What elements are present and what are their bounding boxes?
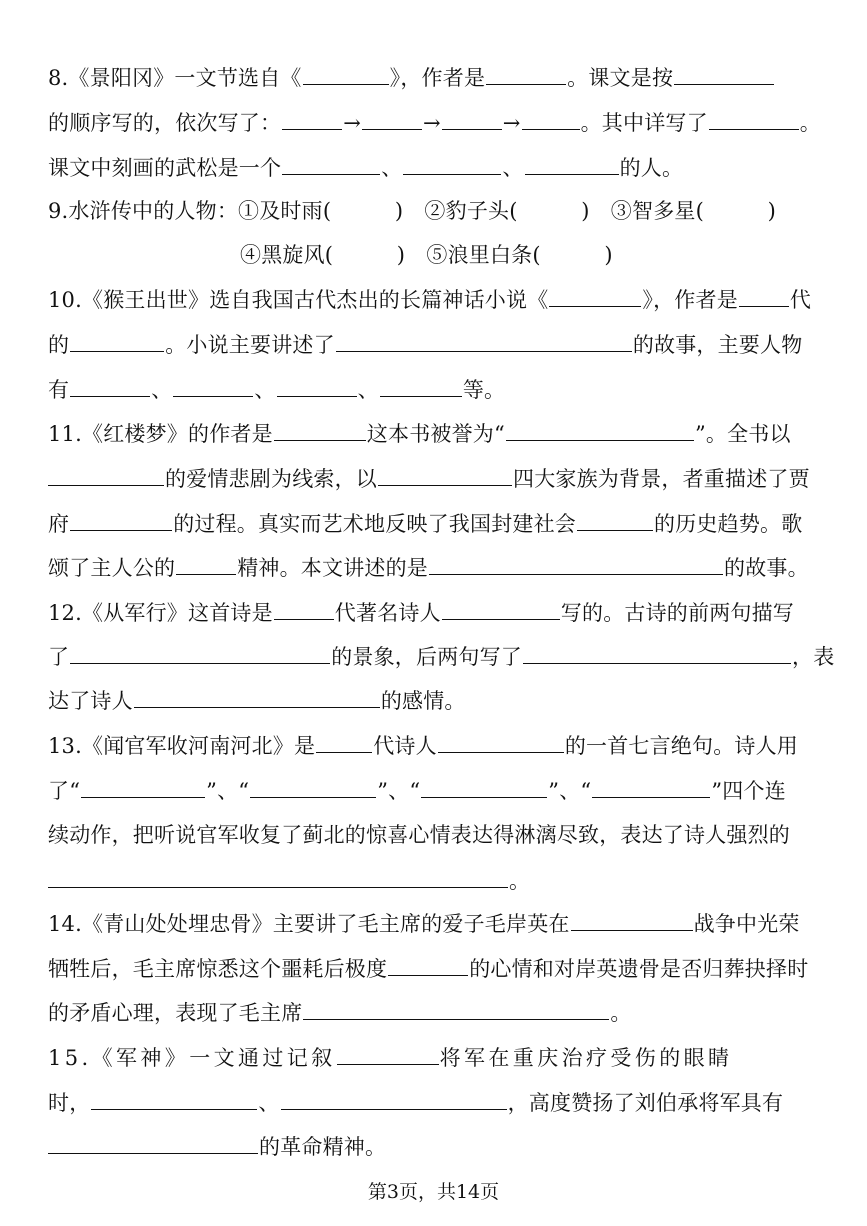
q13-text: 续动作，把听说官军收复了蓟北的惊喜心情表达得淋漓尽致，表达了诗人强烈的 [48, 823, 790, 847]
q13-text: ”、“ [548, 779, 592, 803]
q13-text: 。 [509, 869, 531, 893]
q13-text: ”、“ [206, 779, 250, 803]
q8-blank-detail[interactable] [709, 107, 799, 130]
q12-text: 代著名诗人 [334, 601, 441, 625]
q11-text: 的爱情悲剧为线索，以 [165, 467, 377, 491]
q8-blank-event-2[interactable] [362, 107, 422, 130]
q9-text: 9.水浒传中的人物：①及时雨( ) ②豹子头( ) ③智多星( ) [48, 199, 776, 223]
q11-line-3 [48, 508, 802, 539]
q11-line-1 [48, 418, 791, 449]
q13-text: 13.《闻官军收河南河北》是 [48, 734, 316, 758]
q11-text: 11.《红楼梦》的作者是 [48, 422, 273, 446]
q8-text: 、 [381, 156, 403, 180]
q11-blank-author[interactable] [274, 418, 366, 441]
q8-blank-event-4[interactable] [522, 107, 580, 130]
q10-text: 等。 [462, 378, 506, 402]
q12-blank-scene[interactable] [70, 641, 330, 664]
q13-text: ”、“ [377, 779, 421, 803]
q11-text: 颂了主人公的 [48, 556, 176, 580]
q8-blank-event-1[interactable] [282, 107, 342, 130]
q15-blank-event-2[interactable] [281, 1087, 507, 1110]
q13-text: 了“ [48, 779, 81, 803]
q8-blank-event-3[interactable] [442, 107, 502, 130]
q10-line-1 [48, 284, 811, 315]
q10-line-3 [48, 374, 505, 405]
q8-text: 》，作者是 [389, 66, 486, 90]
q12-text: 的感情。 [380, 689, 466, 713]
q14-line-1 [48, 908, 800, 939]
q14-blank-war[interactable] [571, 908, 693, 931]
q12-text: 的景象，后两句写了 [331, 645, 523, 669]
q9-line-1 [48, 196, 776, 226]
q8-text: 。其中详写了 [580, 111, 708, 135]
q10-text: 代 [789, 288, 812, 312]
q8-blank-book[interactable] [303, 62, 389, 85]
q13-line-3 [48, 820, 790, 850]
q10-blank-author[interactable] [70, 329, 164, 352]
q14-text: 牺牲后，毛主席惊悉这个噩耗后极度 [48, 957, 388, 981]
q10-blank-dynasty[interactable] [739, 284, 789, 307]
q13-blank-emotion[interactable] [48, 865, 508, 888]
q13-line-2 [48, 775, 786, 806]
q10-text: 、 [357, 378, 379, 402]
q13-blank-dynasty[interactable] [316, 730, 372, 753]
q11-blank-trend[interactable] [577, 508, 653, 531]
q14-line-2 [48, 953, 808, 984]
q10-blank-char-4[interactable] [380, 374, 462, 397]
q12-text: 写的。古诗的前两句描写 [560, 601, 794, 625]
q15-line-1 [48, 1042, 732, 1073]
q12-line-3 [48, 685, 466, 716]
q13-blank-poet[interactable] [438, 730, 564, 753]
q14-blank-quality[interactable] [303, 997, 609, 1020]
q8-text: 8.《景阳冈》一文节选自《 [48, 66, 302, 90]
q8-blank-trait-2[interactable] [403, 152, 501, 175]
q15-blank-general[interactable] [337, 1042, 439, 1065]
q8-text: 的顺序写的，依次写了： [48, 111, 282, 135]
q14-text: 的矛盾心理，表现了毛主席 [48, 1001, 303, 1025]
q10-text: 10.《猴王出世》选自我国古代杰出的长篇神话小说《 [48, 288, 549, 312]
q12-text: 了 [48, 645, 70, 669]
q15-text: 时， [48, 1091, 91, 1115]
q12-text: ，表 [792, 645, 835, 669]
q11-text: 四大家族为背景，者重描述了贾 [513, 467, 810, 491]
q14-text: 。 [610, 1001, 632, 1025]
q8-line-3 [48, 152, 683, 183]
arrow-icon: → [423, 111, 441, 135]
q10-blank-story[interactable] [336, 329, 632, 352]
q8-blank-author[interactable] [486, 62, 566, 85]
q14-blank-mood[interactable] [388, 953, 468, 976]
arrow-icon: → [343, 111, 361, 135]
q15-line-3 [48, 1131, 386, 1162]
q12-line-1 [48, 597, 794, 628]
q8-blank-trait-3[interactable] [525, 152, 619, 175]
q13-blank-action-1[interactable] [81, 775, 205, 798]
q11-text: 府 [48, 512, 70, 536]
q11-blank-spirit[interactable] [176, 552, 236, 575]
q11-blank-families[interactable] [378, 463, 512, 486]
q11-text: 的历史趋势。歌 [654, 512, 803, 536]
q9-line-2 [240, 240, 613, 270]
q12-text: 达了诗人 [48, 689, 133, 713]
q10-text: 的 [48, 333, 70, 357]
q11-blank-process[interactable] [70, 508, 172, 531]
q14-text: 的心情和对岸英遗骨是否归葬抉择时 [469, 957, 809, 981]
q10-text: 、 [151, 378, 173, 402]
q8-line-2 [48, 107, 821, 138]
q10-blank-char-3[interactable] [277, 374, 357, 397]
page-number: 第3页，共14页 [367, 1181, 500, 1203]
q11-text: 精神。本文讲述的是 [237, 556, 429, 580]
q12-blank-dynasty[interactable] [274, 597, 334, 620]
q11-line-4 [48, 552, 809, 583]
q15-text: 的革命精神。 [259, 1135, 387, 1159]
q10-blank-char-2[interactable] [173, 374, 253, 397]
q11-blank-story[interactable] [429, 552, 723, 575]
q15-text: ，高度赞扬了刘伯承将军具有 [507, 1091, 784, 1115]
q15-text: 将军在重庆治疗受伤的眼睛 [439, 1046, 733, 1070]
q15-text: 15.《军神》一文通过记叙 [48, 1046, 336, 1070]
q15-blank-spirit[interactable] [48, 1131, 258, 1154]
q13-blank-action-3[interactable] [421, 775, 547, 798]
q11-blank-love[interactable] [48, 463, 164, 486]
q13-text: 的一首七言绝句。诗人用 [564, 734, 799, 758]
q8-line-1 [48, 62, 775, 93]
q12-blank-feeling[interactable] [134, 685, 380, 708]
q11-text: ”。全书以 [694, 422, 791, 446]
q13-text: 代诗人 [373, 734, 437, 758]
q10-text: 的故事，主要人物 [632, 333, 803, 357]
q14-line-3 [48, 997, 632, 1028]
q12-line-2 [48, 641, 834, 672]
q12-blank-poet[interactable] [442, 597, 560, 620]
q8-text: 。课文是按 [567, 66, 674, 90]
q13-line-1 [48, 730, 798, 761]
q12-blank-latter[interactable] [523, 641, 791, 664]
q11-text: 这本书被誉为“ [366, 422, 505, 446]
q11-text: 的故事。 [724, 556, 809, 580]
arrow-icon: → [502, 111, 521, 135]
q8-blank-order[interactable] [674, 62, 774, 85]
q13-blank-action-2[interactable] [250, 775, 376, 798]
q12-text: 12.《从军行》这首诗是 [48, 601, 273, 625]
q8-blank-trait-1[interactable] [282, 152, 380, 175]
q10-text: 、 [254, 378, 276, 402]
q14-text: 14.《青山处处埋忠骨》主要讲了毛主席的爱子毛岸英在 [48, 912, 570, 936]
q8-text: 。 [799, 111, 821, 135]
q8-text: 、 [502, 156, 524, 180]
q14-text: 战争中光荣 [693, 912, 800, 936]
q15-line-2 [48, 1087, 783, 1118]
q10-line-2 [48, 329, 802, 360]
q15-blank-event-1[interactable] [91, 1087, 257, 1110]
q10-text: 有 [48, 378, 70, 402]
q10-text: 》，作者是 [642, 288, 738, 312]
q8-text: 的人。 [619, 156, 684, 180]
q8-text: 课文中刻画的武松是一个 [48, 156, 282, 180]
q13-blank-action-4[interactable] [592, 775, 710, 798]
q11-text: 的过程。真实而艺术地反映了我国封建社会 [173, 512, 577, 536]
q15-text: 、 [258, 1091, 280, 1115]
q9-text: ④黑旋风( ) ⑤浪里白条( ) [240, 243, 613, 267]
q10-text: 。小说主要讲述了 [165, 333, 335, 357]
q10-blank-novel[interactable] [549, 284, 641, 307]
q11-line-2 [48, 463, 810, 494]
q11-blank-title[interactable] [506, 418, 694, 441]
q10-blank-char-1[interactable] [70, 374, 150, 397]
q13-line-4 [48, 865, 530, 896]
q13-text: ”四个连 [711, 779, 786, 803]
